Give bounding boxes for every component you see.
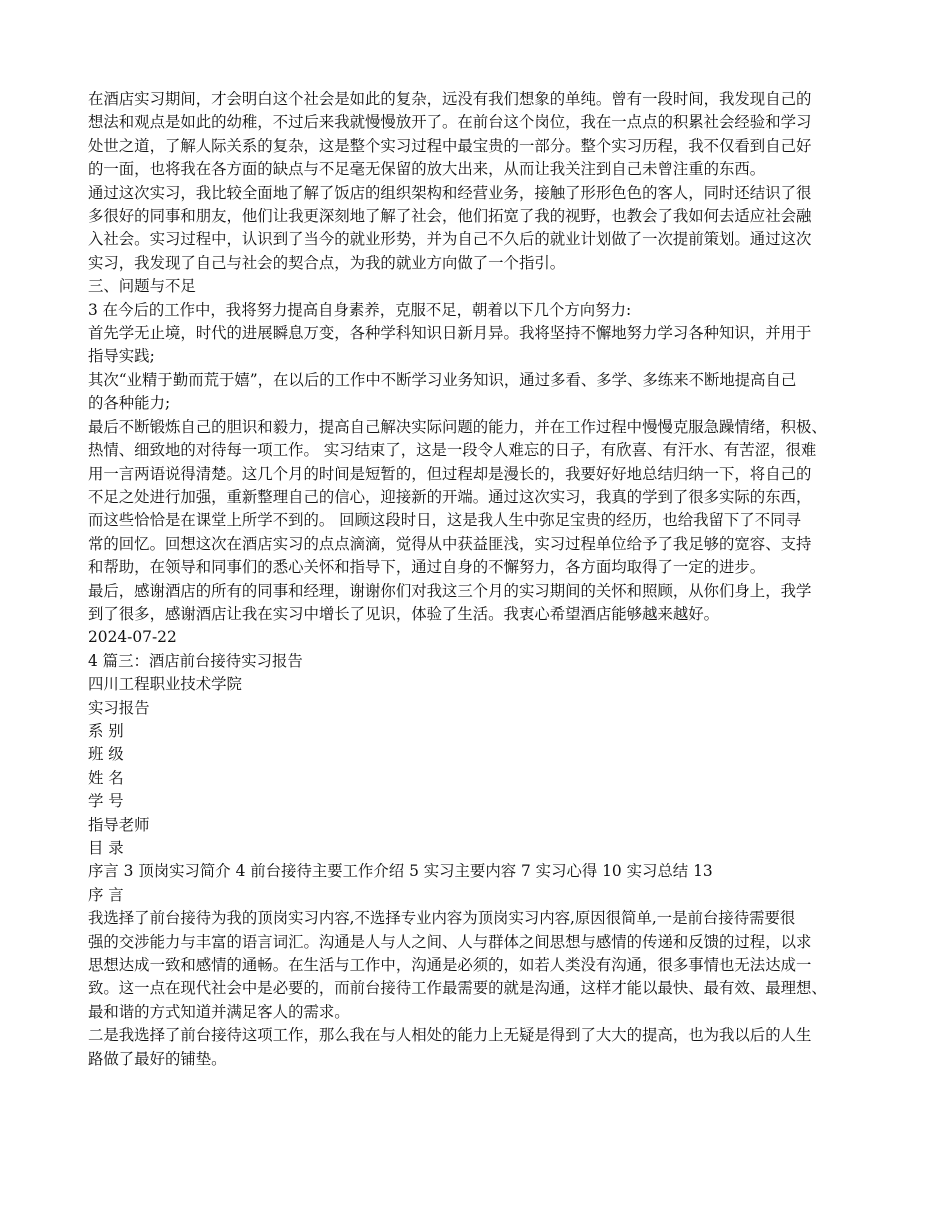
- text-line: 系 别: [88, 721, 124, 740]
- text-line: 指导实践;: [88, 347, 155, 366]
- text-line: 序 言: [88, 885, 124, 904]
- text-line: 三、问题与不足: [88, 277, 196, 296]
- text-line: 实习，我发现了自己与社会的契合点，为我的就业方向做了一个指引。: [88, 253, 566, 272]
- text-line: 首先学无止境，时代的进展瞬息万变，各种学科知识日新月异。我将坚持不懈地努力学习各种知识，并用于: [88, 324, 812, 343]
- text-line: 的一面，也将我在各方面的缺点与不足毫无保留的放大出来，从而让我关注到自己未曾注重的东西。: [88, 160, 766, 179]
- text-line: 最后不断锻炼自己的胆识和毅力，提高自己解决实际问题的能力，并在工作过程中慢慢克服急躁情绪，积极、: [88, 417, 827, 436]
- text-line: 目 录: [88, 839, 124, 857]
- text-line: 最和谐的方式知道并满足客人的需求。: [88, 1002, 350, 1021]
- text-line: 2024-07-22: [88, 628, 177, 647]
- text-line: 我选择了前台接待为我的顶岗实习内容,不选择专业内容为顶岗实习内容,原因很简单,一是前台接待需要很: [88, 909, 796, 928]
- text-line: 强的交涉能力与丰富的语言词汇。沟通是人与人之间、人与群体之间思想与感情的传递和反馈的过程，以求: [88, 932, 812, 951]
- text-line: 多很好的同事和朋友，他们让我更深刻地了解了社会，他们拓宽了我的视野，也教会了我如何去适应社会融: [88, 207, 812, 226]
- text-line: 姓 名: [88, 768, 124, 787]
- text-line: 路做了最好的铺垫。: [88, 1049, 227, 1068]
- text-line: 班 级: [88, 745, 124, 764]
- text-line: 不足之处进行加强，重新整理自己的信心，迎接新的开端。通过这次实习，我真的学到了很多实际的东西，: [88, 487, 812, 506]
- text-line: 常的回忆。回想这次在酒店实习的点点滴滴，觉得从中获益匪浅，实习过程单位给予了我足够的宽容、支持: [88, 534, 812, 553]
- text-line: 而这些恰恰是在课堂上所学不到的。 回顾这段时日，这是我人生中弥足宝贵的经历，也给我留下了不同寻: [88, 511, 801, 530]
- text-line: 四川工程职业技术学院: [88, 675, 242, 694]
- text-line: 入社会。实习过程中，认识到了当今的就业形势，并为自己不久后的就业计划做了一次提前策划。通过这次: [88, 230, 812, 249]
- text-line: 致。这一点在现代社会中是必要的，而前台接待工作最需要的就是沟通，这样才能以最快、最有效、最理想、: [88, 979, 827, 998]
- text-line: 想法和观点是如此的幼稚，不过后来我就慢慢放开了。在前台这个岗位，我在一点点的积累社会经验和学习: [88, 113, 812, 132]
- text-line: 到了很多，感谢酒店让我在实习中增长了见识，体验了生活。我衷心希望酒店能够越来越好。: [88, 604, 720, 623]
- text-line: 思想达成一致和感情的通畅。在生活与工作中，沟通是必须的，如若人类没有沟通，很多事情也无法达成一: [88, 956, 812, 975]
- text-line: 通过这次实习，我比较全面地了解了饭店的组织架构和经营业务，接触了形形色色的客人，同时还结识了很: [88, 183, 812, 202]
- text-line: 在酒店实习期间，才会明白这个社会是如此的复杂，远没有我们想象的单纯。曾有一段时间，我发现自己的: [88, 90, 812, 108]
- text-line: 实习报告: [88, 698, 150, 717]
- text-line: 用一言两语说得清楚。这几个月的时间是短暂的，但过程却是漫长的，我要好好地总结归纳一下，将自己的: [88, 464, 812, 483]
- text-line: 3 在今后的工作中，我将努力提高自身素养，克服不足，朝着以下几个方向努力:: [88, 300, 632, 319]
- text-line: 指导老师: [88, 815, 150, 834]
- text-line: 4 篇三：酒店前台接待实习报告: [88, 651, 303, 670]
- text-line: 和帮助，在领导和同事们的悉心关怀和指导下，通过自身的不懈努力，各方面均取得了一定的进步。: [88, 558, 766, 577]
- text-line: 处世之道，了解人际关系的复杂，这是整个实习过程中最宝贵的一部分。整个实习历程，我不仅看到自己好: [88, 136, 812, 155]
- text-line: 热情、细致地的对待每一项工作。 实习结束了，这是一段令人难忘的日子，有欣喜、有汗水、有苦涩，很难: [88, 441, 817, 460]
- text-line: 其次“业精于勤而荒于嬉”，在以后的工作中不断学习业务知识，通过多看、多学、多练来不断地提高自己: [88, 370, 797, 389]
- text-line: 的各种能力;: [88, 394, 171, 413]
- text-line: 学 号: [88, 792, 124, 811]
- text-line: 序言 3 顶岗实习简介 4 前台接待主要工作介绍 5 实习主要内容 7 实习心得 10 实习总结 13: [88, 862, 713, 881]
- text-line: 最后，感谢酒店的所有的同事和经理，谢谢你们对我这三个月的实习期间的关怀和照顾，从你们身上，我学: [88, 581, 812, 600]
- text-line: 二是我选择了前台接待这项工作，那么我在与人相处的能力上无疑是得到了大大的提高，也为我以后的人生: [88, 1026, 812, 1045]
